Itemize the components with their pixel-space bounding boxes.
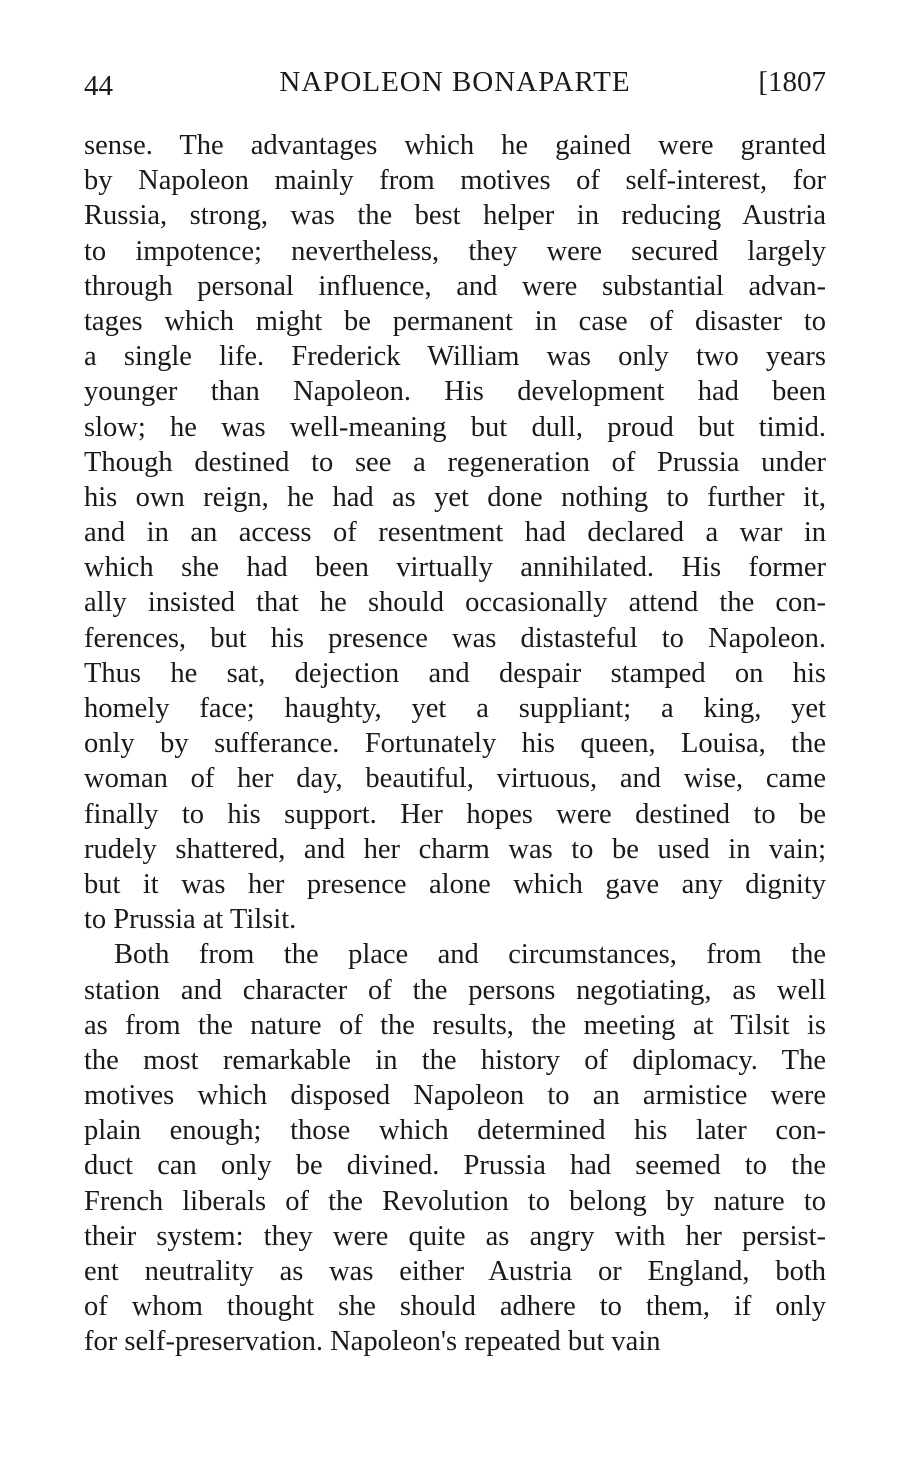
text-line: Thus he sat, dejection and despair stamped on his: [84, 657, 826, 689]
text-line: of whom thought she should adhere to them, if only: [84, 1291, 826, 1323]
text-line: Though destined to see a regeneration of Prussia under: [84, 446, 826, 478]
text-line: ally insisted that he should occasionally attend the con-: [84, 587, 826, 619]
paragraph: [84, 128, 826, 937]
text-line: ent neutrality as was either Austria or England, both: [84, 1256, 826, 1287]
text-line: only by sufferance. Fortunately his queen, Louisa, the: [84, 728, 826, 760]
text-line: for self-preservation. Napoleon's repeated but vain: [84, 1326, 661, 1358]
text-line: homely face; haughty, yet a suppliant; a king, yet: [84, 693, 826, 724]
text-line: the most remarkable in the history of diplomacy. The: [84, 1044, 826, 1076]
text-line: plain enough; those which determined his later con-: [84, 1115, 826, 1147]
text-line: French liberals of the Revolution to belong by nature to: [84, 1185, 826, 1217]
text-line: rudely shattered, and her charm was to be used in vain;: [84, 833, 826, 865]
text-line: as from the nature of the results, the meeting at Tilsit is: [84, 1009, 826, 1041]
page-header: [84, 62, 826, 102]
text-line: Russia, strong, was the best helper in reducing Austria: [84, 200, 826, 232]
text-line: to Prussia at Tilsit.: [84, 904, 297, 936]
text-line: younger than Napoleon. His development had been: [84, 376, 826, 408]
text-line: a single life. Frederick William was only two years: [84, 341, 826, 373]
text-line: by Napoleon mainly from motives of self-interest, for: [84, 165, 826, 197]
text-line: slow; he was well-meaning but dull, proud but timid.: [84, 411, 826, 443]
text-line: sense. The advantages which he gained were granted: [84, 130, 826, 161]
body-text: [84, 128, 826, 1360]
text-line: duct can only be divined. Prussia had seemed to the: [84, 1150, 826, 1182]
text-line: Both from the place and circumstances, from the: [114, 939, 826, 971]
text-line: woman of her day, beautiful, virtuous, and wise, came: [84, 763, 826, 795]
text-line: motives which disposed Napoleon to an armistice were: [84, 1080, 826, 1112]
text-line: his own reign, he had as yet done nothing to further it,: [84, 481, 826, 513]
text-line: ferences, but his presence was distasteful to Napoleon.: [84, 622, 826, 654]
text-line: station and character of the persons negotiating, as well: [84, 974, 826, 1006]
text-line: finally to his support. Her hopes were destined to be: [84, 798, 826, 830]
text-line: but it was her presence alone which gave any dignity: [84, 868, 826, 900]
page-number: 44: [84, 70, 113, 102]
text-line: tages which might be permanent in case of disaster to: [84, 305, 826, 337]
running-year: [1807: [758, 66, 826, 98]
text-line: to impotence; nevertheless, they were secured largely: [84, 235, 826, 267]
text-line: through personal influence, and were substantial advan-: [84, 270, 826, 302]
running-title: NAPOLEON BONAPARTE: [279, 66, 631, 98]
text-line: which she had been virtually annihilated. His former: [84, 552, 826, 584]
paragraph: [84, 937, 826, 1359]
text-line: and in an access of resentment had declared a war in: [84, 517, 826, 549]
text-line: their system: they were quite as angry with her persist-: [84, 1220, 826, 1252]
